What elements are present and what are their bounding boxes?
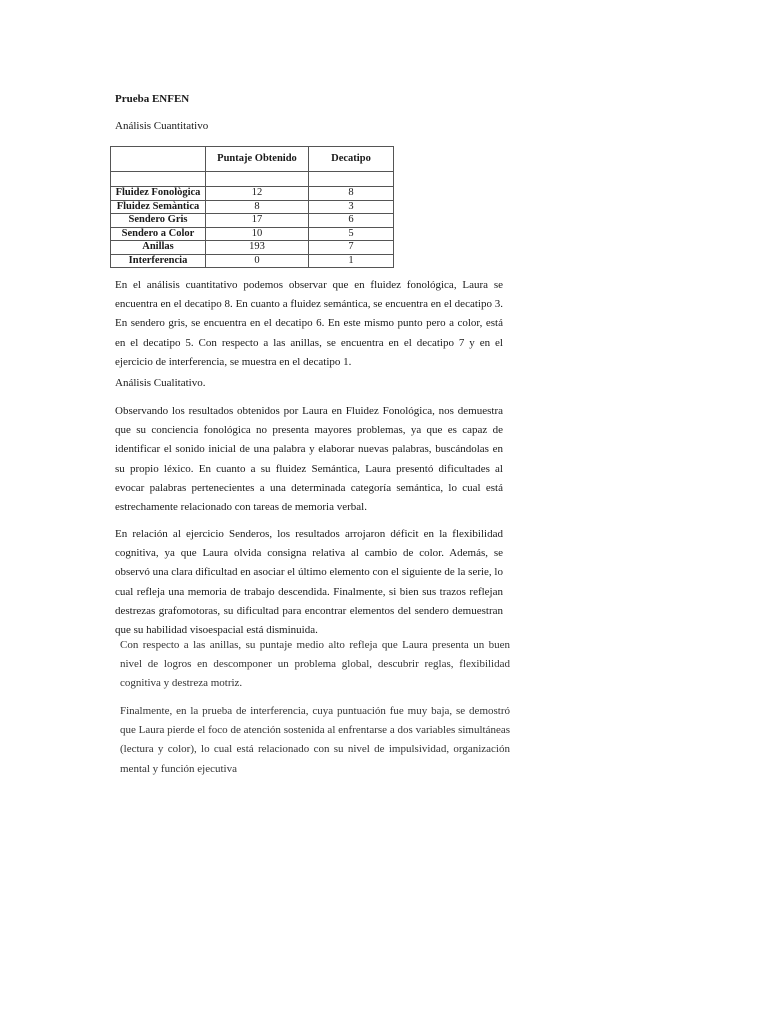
table-row	[111, 200, 394, 214]
decatipo-cell: 8	[309, 187, 394, 201]
document-title: Prueba ENFEN	[115, 93, 190, 105]
results-table	[110, 146, 394, 268]
row-label: Interferencia	[111, 254, 206, 268]
score-cell: 17	[206, 214, 309, 228]
table-header-blank	[111, 147, 206, 172]
anillas-paragraph: Con respecto a las anillas, su puntaje medio alto refleja que Laura presenta un buen nivel de logros en descomponer un problema global, descubrir reglas, flexibilidad cognitiva y destreza motriz.	[120, 639, 510, 690]
table-row	[111, 254, 394, 268]
column-header-decatipo: Decatipo	[309, 147, 394, 172]
decatipo-cell: 5	[309, 227, 394, 241]
interference-paragraph: Finalmente, en la prueba de interferencia, cuya puntuación fue muy baja, se demostró que Laura pierde el foco de atención sostenida al enfrentarse a dos variables simultáneas (lectura y color), lo cual está relacionado con su nivel de impulsividad, organización mental y función ejecutiva	[120, 705, 510, 775]
score-cell: 0	[206, 254, 309, 268]
row-label: Anillas	[111, 241, 206, 255]
decatipo-cell: 7	[309, 241, 394, 255]
score-cell: 10	[206, 227, 309, 241]
quantitative-heading: Análisis Cuantitativo	[115, 120, 209, 132]
row-label: Sendero Gris	[111, 214, 206, 228]
row-label: Fluidez Semàntica	[111, 200, 206, 214]
table-row	[111, 187, 394, 201]
row-label: Fluidez Fonològica	[111, 187, 206, 201]
column-header-score: Puntaje Obtenido	[206, 147, 309, 172]
score-cell: 193	[206, 241, 309, 255]
table-spacer-row	[111, 172, 394, 187]
table-header-row	[111, 147, 394, 172]
decatipo-cell: 1	[309, 254, 394, 268]
table-row	[111, 227, 394, 241]
fluency-paragraph: Observando los resultados obtenidos por Laura en Fluidez Fonológica, nos demuestra que su conciencia fonológica no presenta mayores problemas, ya que es capaz de identificar el sonido inicial de una palabra y elaborar nuevas palabras, buscándolas en su propio léxico. En cuanto a su fluidez Semántica, Laura presentó dificultades al evocar palabras pertenecientes a una determinada categoría semántica, lo cual está estrechamente relacionado con tareas de memoria verbal.	[115, 405, 503, 514]
score-cell: 8	[206, 200, 309, 214]
decatipo-cell: 3	[309, 200, 394, 214]
table-row	[111, 241, 394, 255]
quantitative-analysis-paragraph: En el análisis cuantitativo podemos observar que en fluidez fonológica, Laura se encuentra en el decatipo 8. En cuanto a fluidez semántica, se encuentra en el decatipo 3. En sendero gris, se encuentra en el decatipo 6. En este mismo punto pero a color, está en el decatipo 5. Con respecto a las anillas, se encuentra en el decatipo 7 y en el ejercicio de interferencia, se muestra en el decatipo 1.	[115, 279, 503, 368]
qualitative-heading: Análisis Cualitativo.	[115, 377, 206, 389]
score-cell: 12	[206, 187, 309, 201]
row-label: Sendero a Color	[111, 227, 206, 241]
senderos-paragraph: En relación al ejercicio Senderos, los resultados arrojaron déficit en la flexibilidad cognitiva, ya que Laura olvida consigna relativa al cambio de color. Además, se observó una clara dificultad en asociar el último elemento con el siguiente de la serie, lo cual refleja una memoria de trabajo descendida. Finalmente, si bien sus trazos reflejan destrezas grafomotoras, su dificultad para encontrar elementos del sendero demuestran que su habilidad visoespacial está disminuida.	[115, 528, 503, 637]
decatipo-cell: 6	[309, 214, 394, 228]
table-row	[111, 214, 394, 228]
